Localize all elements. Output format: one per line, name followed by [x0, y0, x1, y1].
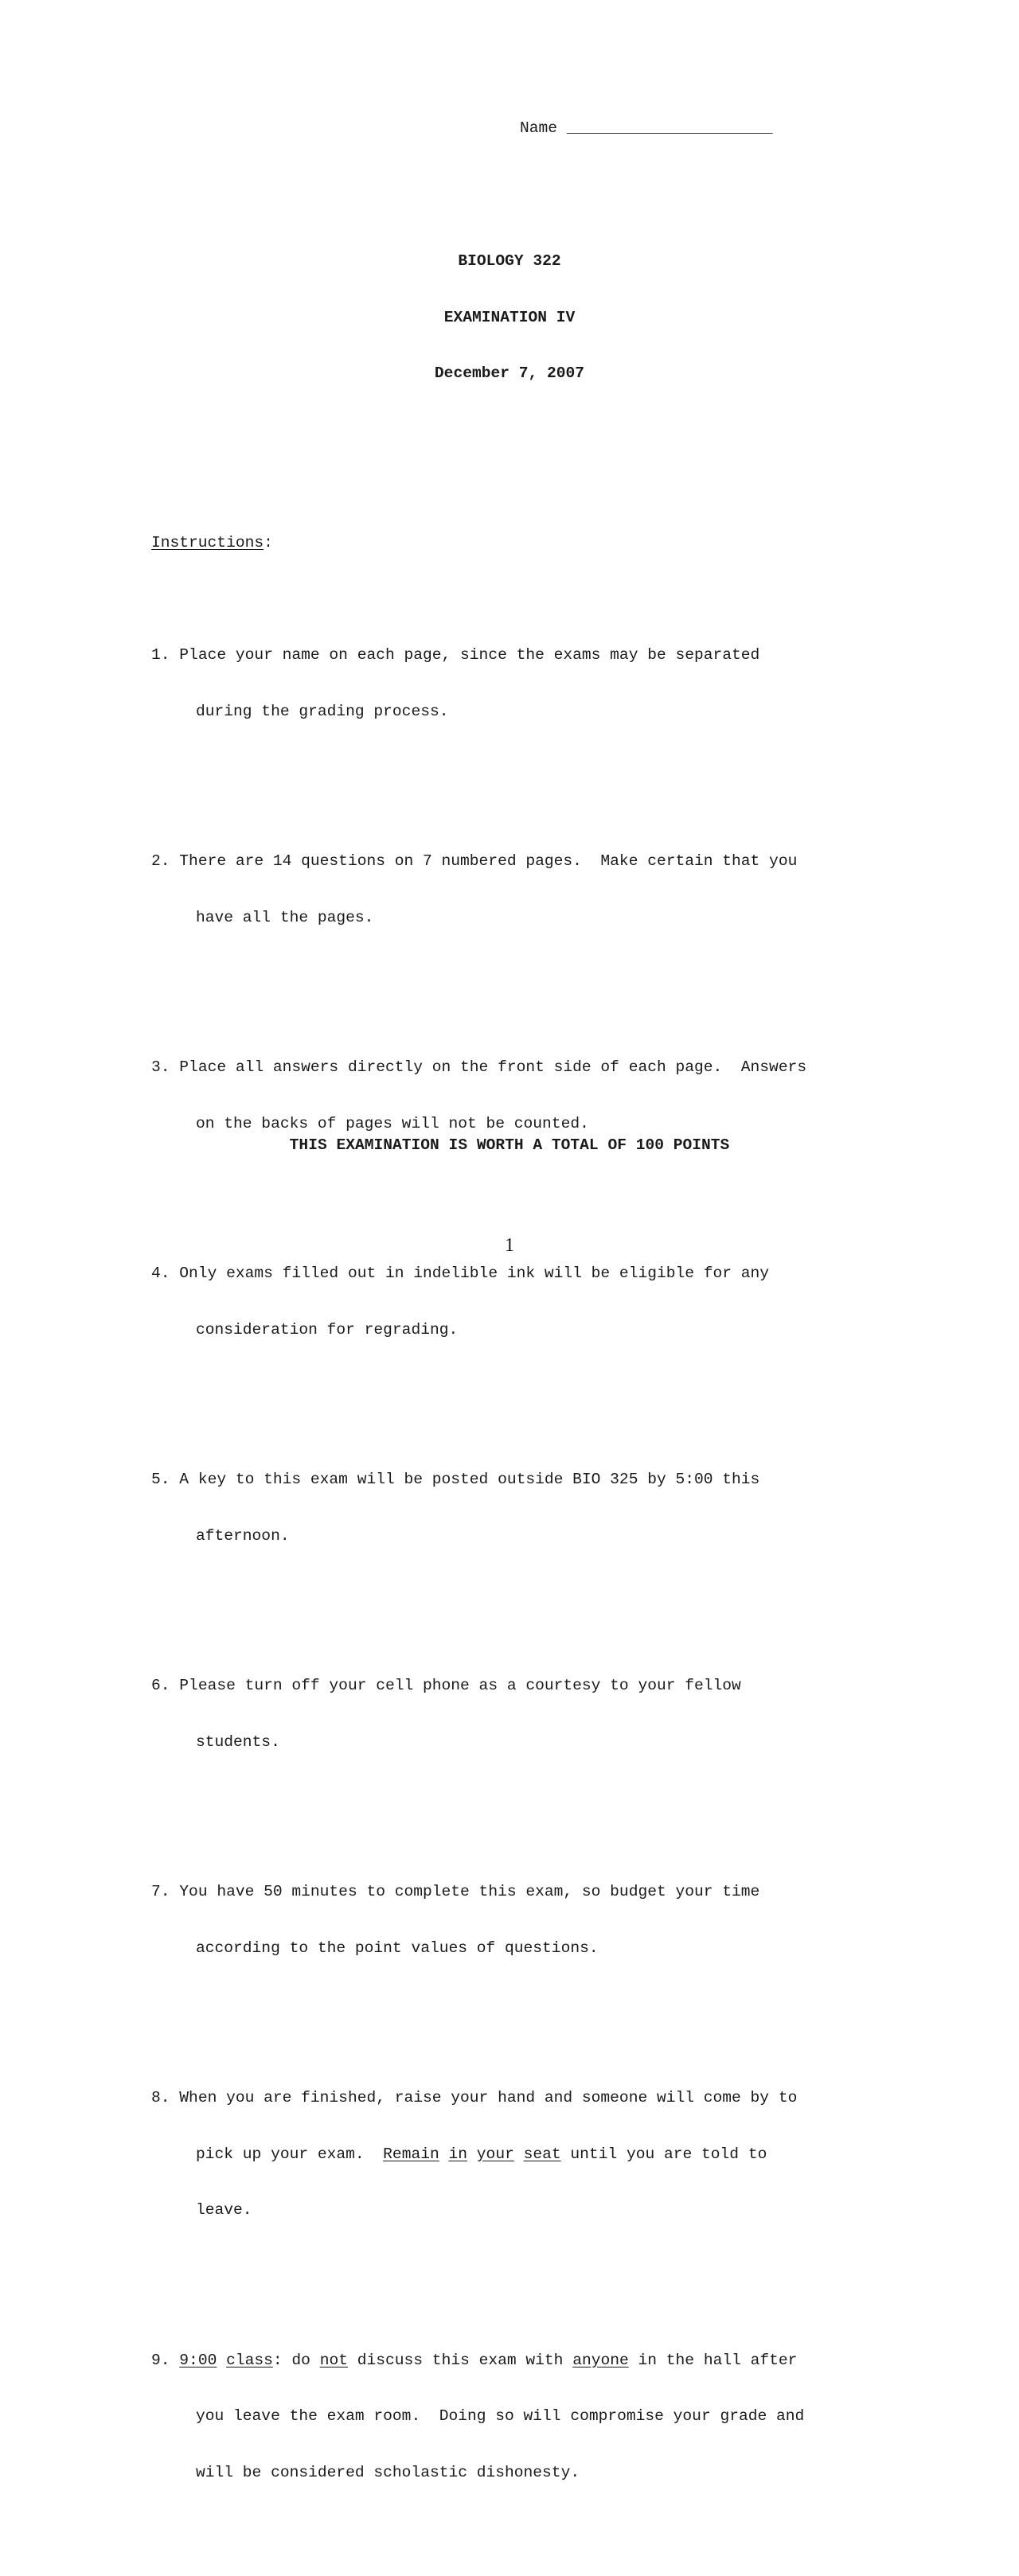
item-text-cont: until you are told to [560, 2145, 767, 2163]
total-points-notice: THIS EXAMINATION IS WORTH A TOTAL OF 100 POINTS [289, 1136, 730, 1154]
item-number: 1. [151, 646, 170, 664]
instruction-item-6 [151, 1639, 806, 1789]
instruction-item-1 [151, 609, 806, 758]
emphasis-not: not [319, 2351, 348, 2369]
item-text-cont: you leave the exam room. Doing so will compromise your grade and [196, 2407, 805, 2425]
exam-title: EXAMINATION IV [443, 308, 576, 326]
item-text: : do [272, 2351, 320, 2369]
item-text: Please turn off your cell phone as a courtesy to your fellow [179, 1677, 741, 1694]
item-text-cont: will be considered scholastic dishonesty. [196, 2463, 580, 2481]
item-text: There are 14 questions on 7 numbered pages. Make certain that you [179, 852, 798, 870]
item-text-cont: pick up your exam. [196, 2145, 384, 2163]
item-number: 4. [151, 1265, 170, 1282]
item-number: 3. [151, 1058, 170, 1076]
name-field [520, 119, 773, 138]
instructions-list [151, 571, 806, 2576]
item-text-cont: students. [196, 1732, 280, 1751]
item-text: in the hall after [628, 2351, 798, 2369]
instructions-colon: : [264, 534, 273, 551]
item-text: A key to this exam will be posted outside BIO 325 by 5:00 this [179, 1471, 760, 1488]
item-number: 8. [151, 2089, 170, 2106]
instructions-heading [151, 534, 273, 553]
emphasis-your: your [476, 2145, 514, 2163]
item-text-cont: have all the pages. [196, 908, 374, 926]
instruction-item-5 [151, 1433, 806, 1583]
item-text-cont: on the backs of pages will not be counted. [196, 1114, 589, 1132]
emphasis-remain: Remain [383, 2145, 439, 2163]
emphasis-time: 9:00 [179, 2351, 217, 2369]
item-number: 6. [151, 1677, 170, 1694]
item-text-cont: leave. [196, 2201, 252, 2219]
exam-header [0, 215, 1019, 421]
item-text: When you are finished, raise your hand and someone will come by to [179, 2089, 798, 2106]
instruction-item-9 [151, 2314, 806, 2520]
emphasis-seat: seat [523, 2145, 561, 2163]
instruction-item-2 [151, 815, 806, 965]
item-text: Place your name on each page, since the exams may be separated [179, 646, 760, 664]
item-number: 9. [151, 2351, 170, 2369]
exam-date: December 7, 2007 [434, 364, 585, 382]
item-text-cont: afternoon. [196, 1526, 290, 1545]
item-text-cont: during the grading process. [196, 702, 449, 720]
name-label: Name [520, 119, 558, 137]
emphasis-anyone: anyone [572, 2351, 629, 2369]
item-text-cont: consideration for regrading. [196, 1320, 459, 1339]
item-number: 7. [151, 1883, 170, 1900]
item-text: discuss this exam with [347, 2351, 573, 2369]
page-number: 1 [505, 1235, 514, 1256]
emphasis-class: class [226, 2351, 273, 2369]
instructions-title: Instructions [151, 534, 264, 551]
item-number: 2. [151, 852, 170, 870]
emphasis-in: in [448, 2145, 468, 2163]
item-text: Only exams filled out in indelible ink will be eligible for any [179, 1265, 770, 1282]
item-text: You have 50 minutes to complete this exam, so budget your time [179, 1883, 760, 1900]
instruction-item-8 [151, 2052, 806, 2258]
item-text-cont: according to the point values of questions. [196, 1939, 599, 1957]
item-text: Place all answers directly on the front side of each page. Answers [179, 1058, 807, 1076]
item-number: 5. [151, 1471, 170, 1488]
instruction-item-7 [151, 1845, 806, 1995]
name-blank[interactable]: ______________________ [566, 119, 773, 137]
course-title: BIOLOGY 322 [458, 252, 561, 270]
